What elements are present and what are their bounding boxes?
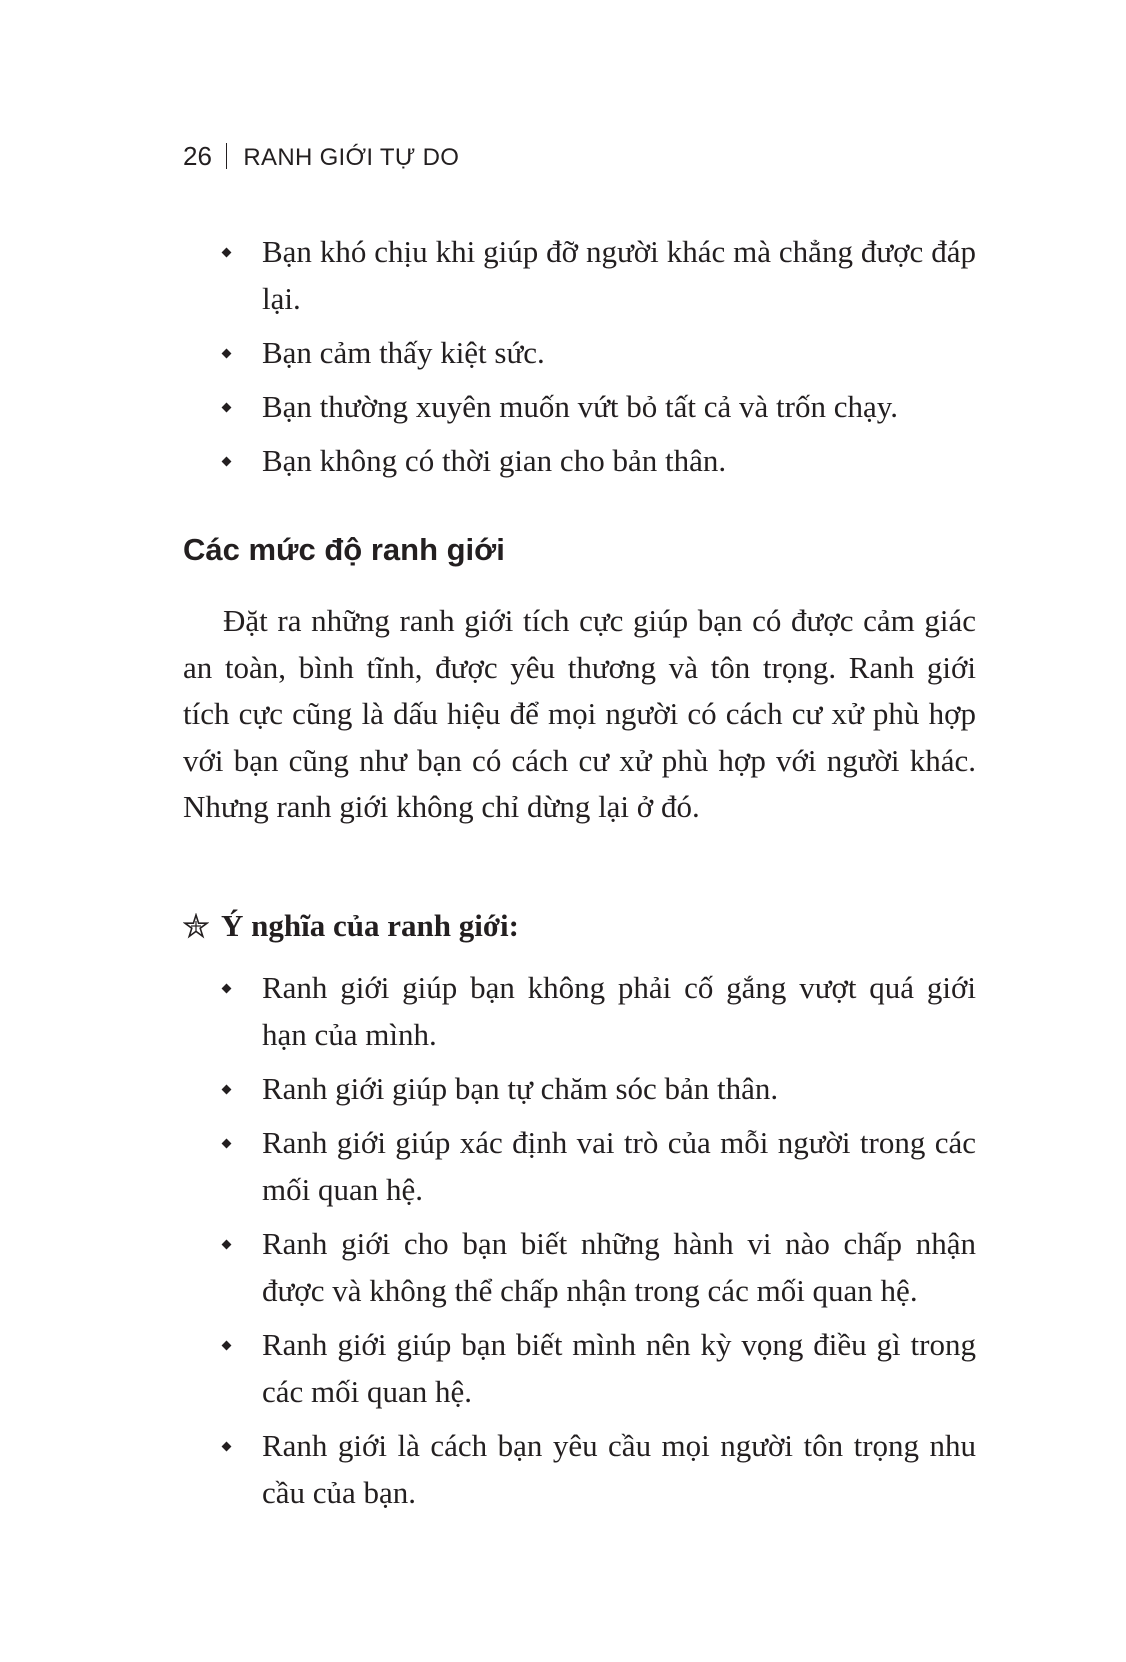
diamond-bullet-icon (222, 1240, 232, 1250)
list-item-text: Ranh giới giúp bạn biết mình nên kỳ vọng điều gì trong các mối quan hệ. (262, 1327, 976, 1409)
list-item-text: Bạn thường xuyên muốn vứt bỏ tất cả và trốn chạy. (262, 389, 898, 424)
page-number: 26 (183, 141, 212, 171)
diamond-bullet-icon (222, 1085, 232, 1095)
list-item (0, 437, 976, 484)
diamond-bullet-icon (222, 349, 232, 359)
diamond-bullet-icon (222, 248, 232, 258)
list-item-text: Ranh giới là cách bạn yêu cầu mọi người tôn trọng nhu cầu của bạn. (262, 1428, 976, 1510)
list-item (0, 1220, 976, 1314)
list-item-text: Bạn khó chịu khi giúp đỡ người khác mà chẳng được đáp lại. (262, 234, 976, 316)
list-item-text: Ranh giới giúp bạn không phải cố gắng vượt quá giới hạn của mình. (262, 970, 976, 1052)
list-item (0, 329, 976, 376)
list-item-text: Ranh giới giúp xác định vai trò của mỗi người trong các mối quan hệ. (262, 1125, 976, 1207)
list-item-text: Ranh giới cho bạn biết những hành vi nào chấp nhận được và không thể chấp nhận trong các mối quan hệ. (262, 1226, 976, 1308)
diamond-bullet-icon (222, 984, 232, 994)
diamond-bullet-icon (222, 1341, 232, 1351)
list-item (0, 228, 976, 322)
running-header (183, 139, 459, 175)
list-item (0, 1065, 976, 1112)
list-item-text: Ranh giới giúp bạn tự chăm sóc bản thân. (262, 1071, 779, 1106)
meaning-heading-text: Ý nghĩa của ranh giới: (221, 908, 519, 943)
diamond-bullet-icon (222, 457, 232, 467)
list-item (0, 964, 976, 1058)
list-item (0, 1422, 976, 1516)
list-item-text: Bạn cảm thấy kiệt sức. (262, 335, 545, 370)
body-paragraph: Đặt ra những ranh giới tích cực giúp bạn có được cảm giác an toàn, bình tĩnh, được yêu thương và tôn trọng. Ranh giới tích cực cũng là dấu hiệu để mọi người có cách cư xử phù hợp với bạn cũng như bạn có cách cư xử phù hợp với người khác. Nhưng ranh giới không chỉ dừng lại ở đó. (183, 603, 976, 824)
meaning-bullet-list (0, 964, 1126, 1523)
meaning-subheading (183, 906, 519, 946)
section-heading: Các mức độ ranh giới (183, 532, 505, 567)
diamond-bullet-icon (222, 403, 232, 413)
list-item (0, 383, 976, 430)
diamond-bullet-icon (222, 1442, 232, 1452)
list-item (0, 1119, 976, 1213)
header-separator (226, 143, 228, 169)
list-item (0, 1321, 976, 1415)
star-outline-icon (183, 913, 209, 939)
intro-bullet-list (0, 228, 1126, 491)
diamond-bullet-icon (222, 1139, 232, 1149)
book-title: RANH GIỚI TỰ DO (243, 144, 460, 171)
list-item-text: Bạn không có thời gian cho bản thân. (262, 443, 727, 478)
